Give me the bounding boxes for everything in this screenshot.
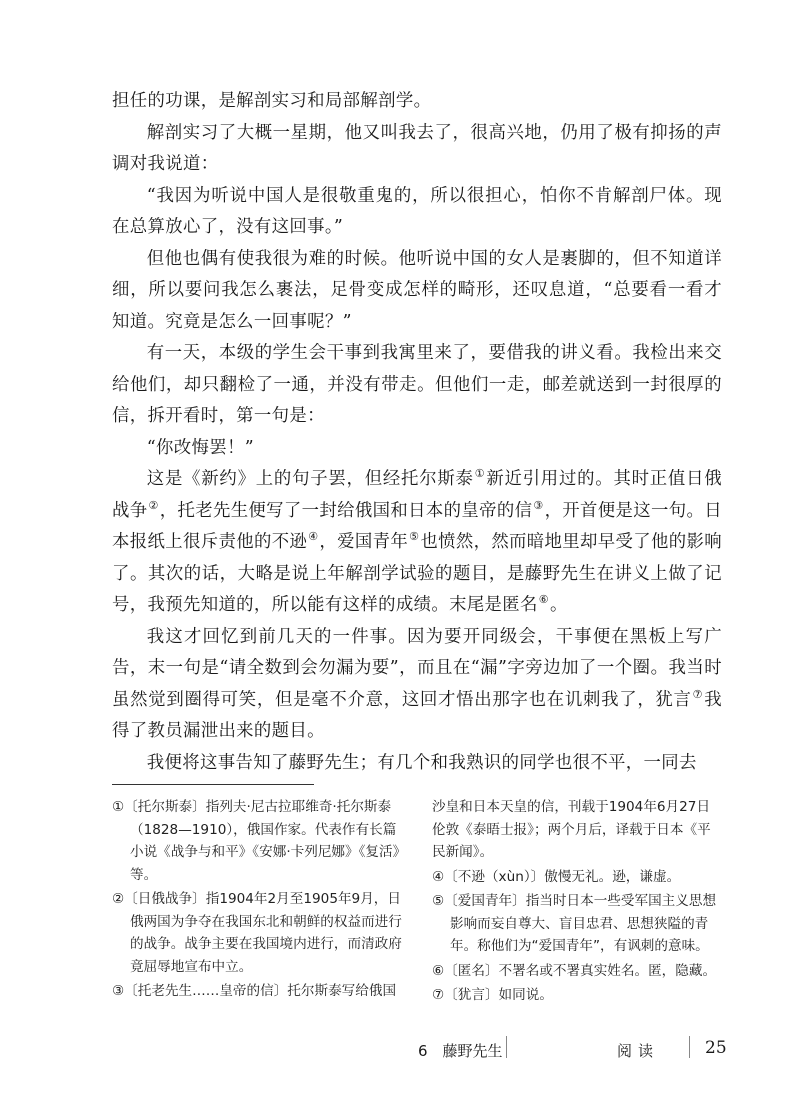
chapter-title: 6 藤野先生 [418, 1042, 503, 1060]
footnote-item: 沙皇和日本天皇的信，刊载于1904年6月27日伦敦《泰晤士报》；两个月后，译载于日本《平民新闻》。 [432, 799, 711, 860]
paragraph [112, 433, 722, 465]
paragraph [112, 181, 722, 244]
footnote-marker: ⑥ [538, 593, 549, 607]
paragraph [112, 622, 722, 748]
footnote-item: ⑤〔爱国青年〕指当时日本一些受军国主义思想影响而妄自尊大、盲目忠君、思想狭隘的青年。称他们为“爱国青年”，有讽刺的意味。 [432, 893, 717, 954]
footnotes-right-column [432, 796, 722, 1009]
footnote-marker: ⑤ [409, 530, 420, 544]
paragraph [112, 748, 722, 780]
text-run: 我便将这事告知了藤野先生；有几个和我熟识的同学也很不平，一同去 [146, 752, 697, 773]
text-run: 。 [550, 595, 568, 615]
text-run: 有一天，本级的学生会干事到我寓里来了，要借我的讲义看。我检出来交给他们，却只翻检了一通，并没有带走。但他们一走，邮差就送到一封很厚的信，拆开看时，第一句是： [112, 343, 722, 426]
text-run: 新近引用过的。其时正值日俄战争 [112, 469, 722, 521]
text-run: 这是《新约》上的句子罢，但经托尔斯泰 [146, 469, 474, 489]
text-run: 也愤然，然而暗地里却早受了他的影响了。其次的话，大略是说上年解剖学试验的题目，是藤野先生在讲义上做了记号，我预先知道的，所以能有这样的成绩。末尾是匿名 [112, 532, 722, 615]
paragraph [112, 338, 722, 433]
paragraph [112, 118, 722, 181]
text-run: 解剖实习了大概一星期，他又叫我去了，很高兴地，仍用了极有抑扬的声调对我说道： [112, 122, 722, 174]
text-run: 但他也偶有使我很为难的时候。他听说中国的女人是裹脚的，但不知道详细，所以要问我怎么裹法，足骨变成怎样的畸形，还叹息道，“总要看一看才知道。究竟是怎么一回事呢？” [112, 248, 722, 332]
footnote-item: ②〔日俄战争〕指1904年2月至1905年9月，日俄两国为争夺在我国东北和朝鲜的权益而进行的战争。战争主要在我国境内进行，而清政府竟屈辱地宣布中立。 [112, 891, 402, 975]
footnote-marker: ⑦ [692, 687, 704, 701]
text-run: ，开首便是这一句。日本报纸上很斥责他的不逊 [112, 500, 722, 552]
text-run: ，爱国青年 [319, 532, 409, 552]
page-footer [0, 1038, 800, 1064]
main-text [112, 86, 722, 779]
footnote-item: ⑥〔匿名〕不署名或不署真实姓名。匿，隐藏。 [432, 962, 717, 979]
footnote-item: ④〔不逊（xùn）〕傲慢无礼。逊，谦虚。 [432, 868, 681, 885]
footnote-marker: ② [148, 498, 159, 512]
page-number: 25 [705, 1038, 727, 1058]
footnote-divider [112, 784, 314, 785]
section-label: 阅读 [617, 1042, 660, 1060]
paragraph [112, 244, 722, 339]
footnotes-left-column [112, 796, 402, 1005]
text-run: “我因为听说中国人是很敬重鬼的，所以很担心，怕你不肯解剖尸体。现在总算放心了，没有这回事。” [112, 185, 722, 237]
text-run: ，托老先生便写了一封给俄国和日本的皇帝的信 [159, 500, 533, 521]
footnote-item: ③〔托老先生……皇帝的信〕托尔斯泰写给俄国 [112, 983, 397, 999]
footnote-marker: ③ [533, 498, 544, 512]
footnote-marker: ① [474, 467, 486, 481]
footnote-item: ⑦〔犹言〕如同说。 [432, 987, 553, 1003]
footer-separator [506, 1036, 507, 1058]
footnote-marker: ④ [308, 530, 319, 544]
text-run: 担任的功课，是解剖实习和局部解剖学。 [112, 91, 432, 111]
footer-separator [689, 1036, 690, 1058]
footnote-item: ①〔托尔斯泰〕指列夫·尼古拉耶维奇·托尔斯泰（1828—1910），俄国作家。代表作有长篇小说《战争与和平》《安娜·卡列尼娜》《复活》等。 [112, 799, 400, 883]
text-run: “你改悔罢！” [146, 437, 254, 458]
paragraph [112, 464, 722, 622]
text-run: 我这才回忆到前几天的一件事。因为要开同级会，干事便在黑板上写广告，末一句是“请全数到会勿漏为要”，而且在“漏”字旁边加了一个圈。我当时虽然觉到圈得可笑，但是毫不介意，这回才悟出那字也在讥刺我了，犹言 [112, 626, 722, 710]
paragraph [112, 86, 722, 118]
text-run: 我得了教员漏泄出来的题目。 [112, 689, 723, 741]
